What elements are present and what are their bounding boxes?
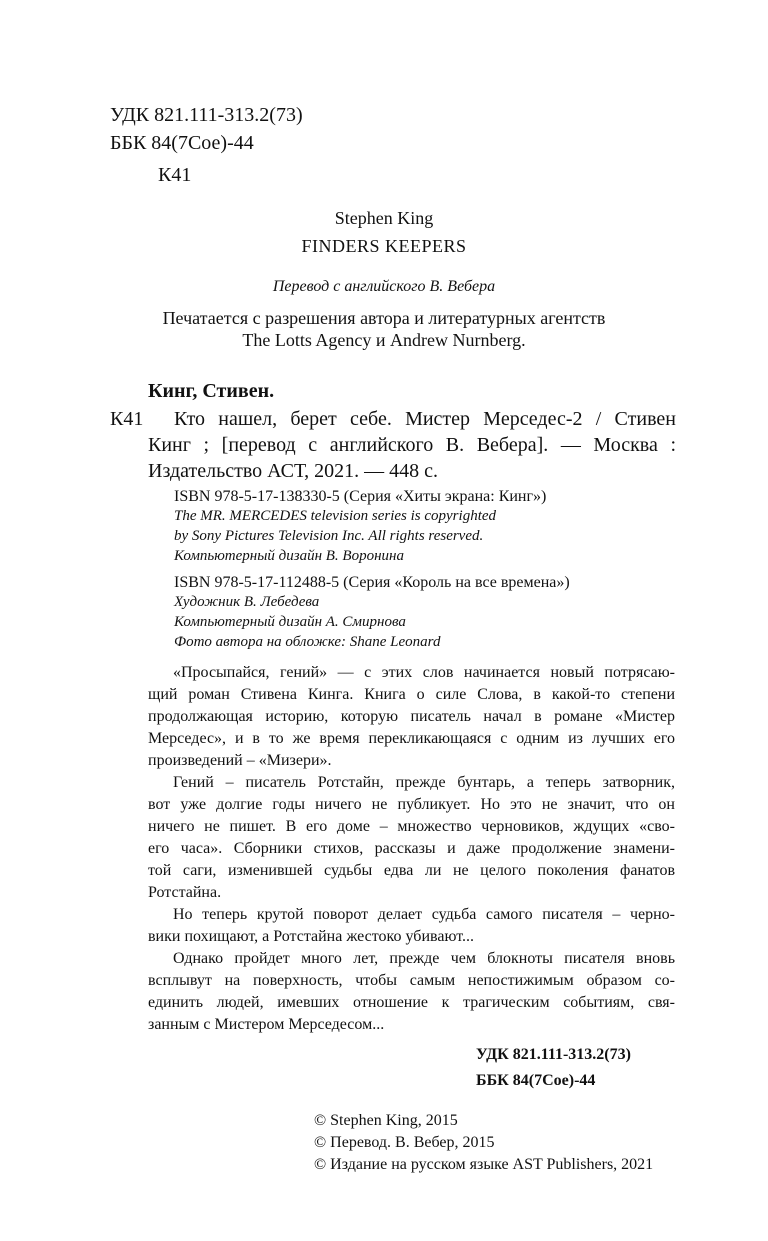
annotation-line: щий роман Стивена Кинга. Книга о силе Слова, в какой-то степени [148,686,675,703]
catalog-line-3: Издательство АСТ, 2021. — 448 с. [148,460,439,482]
annotation-line: Но теперь крутой поворот делает судьба самого писателя – черно- [173,906,675,923]
isbn-2-note-1: Художник В. Лебедева [174,594,320,610]
copyright-line: © Издание на русском языке AST Publishers, 2021 [314,1156,654,1173]
isbn-1-note-1: The MR. MERCEDES television series is copyrighted [174,508,497,524]
permission-line-2: The Lotts Agency и Andrew Nurnberg. [242,330,526,350]
bbk-code: ББК 84(7Сое)-44 [110,132,254,154]
footer-udk: УДК 821.111-313.2(73) [476,1046,631,1063]
annotation-line: его часа». Сборники стихов, рассказы и даже продолжение знамени- [148,840,675,857]
isbn-2-note-2: Компьютерный дизайн А. Смирнова [174,614,406,630]
catalog-line-1: Кто нашел, берет себе. Мистер Мерседес-2 / Стивен [174,408,676,430]
copyright-line: © Stephen King, 2015 [314,1112,458,1129]
annotation-line: «Просыпайся, гений» — с этих слов начинается новый потрясаю- [173,664,675,681]
footer-bbk: ББК 84(7Сое)-44 [476,1072,596,1089]
author-mark: К41 [158,164,192,186]
annotation-line: единить людей, имевших отношение к трагическим событиям, свя- [148,994,675,1011]
original-author: Stephen King [334,208,434,228]
isbn-1-note-2: by Sony Pictures Television Inc. All rights reserved. [174,528,484,544]
catalog-heading: Кинг, Стивен. [148,380,275,402]
isbn-2: ISBN 978-5-17-112488-5 (Серия «Король на все времена») [174,574,570,591]
annotation-line: Однако пройдет много лет, прежде чем блокноты писателя вновь [173,950,675,967]
catalog-mark: К41 [110,408,144,430]
annotation-line: той саги, изменившей судьбы едва ли не целого поколения фанатов [148,862,675,879]
annotation-line: вот уже долгие годы ничего не публикует. Но это не значит, что он [148,796,675,813]
annotation-line: Мерседес», и в то же время перекликающаяся с одним из лучших его [148,730,675,747]
annotation-line: ничего не пишет. В его доме – множество черновиков, ждущих «сво- [148,818,675,835]
copyright-line: © Перевод. В. Вебер, 2015 [314,1134,495,1151]
annotation-line: произведений – «Мизери». [148,752,332,769]
isbn-2-note-3: Фото автора на обложке: Shane Leonard [174,634,441,650]
annotation-line: продолжающая историю, которую писатель начал в романе «Мистер [148,708,675,725]
permission-line-1: Печатается с разрешения автора и литературных агентств [162,308,606,328]
translation-credit: Перевод с английского В. Вебера [272,278,496,295]
annotation-line: вики похищают, а Ротстайна жестоко убивают... [148,928,474,945]
annotation-line: Ротстайна. [148,884,222,901]
udk-code: УДК 821.111-313.2(73) [110,104,303,126]
annotation-line: Гений – писатель Ротстайн, прежде бунтарь, а теперь затворник, [173,774,675,791]
isbn-1: ISBN 978-5-17-138330-5 (Серия «Хиты экрана: Кинг») [174,488,547,505]
original-title: FINDERS KEEPERS [301,236,467,256]
annotation-line: всплывут на поверхность, чтобы самым непостижимым образом со- [148,972,675,989]
annotation-line: занным с Мистером Мерседесом... [148,1016,385,1033]
catalog-line-2: Кинг ; [перевод с английского В. Вебера]. — Москва : [148,434,676,456]
isbn-1-note-3: Компьютерный дизайн В. Воронина [174,548,404,564]
